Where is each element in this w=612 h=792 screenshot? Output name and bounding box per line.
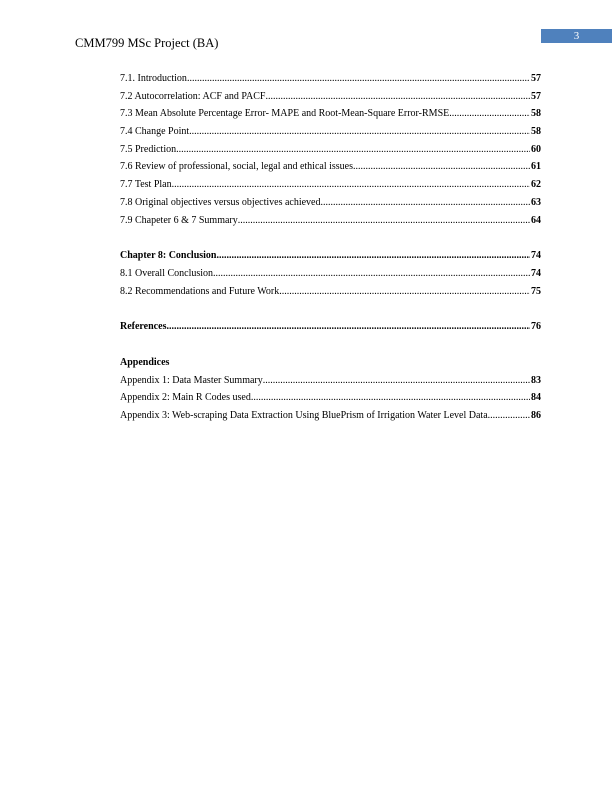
toc-entry-7-7[interactable] (120, 176, 541, 194)
toc-entry-page: 57 (531, 90, 541, 102)
toc-entry-7-6[interactable] (120, 158, 541, 176)
table-of-contents (120, 70, 541, 425)
toc-entry-7-1[interactable] (120, 70, 541, 88)
toc-entry-label: 7.5 Prediction (120, 143, 177, 155)
toc-leader-dots (238, 212, 530, 230)
toc-entry-chapter-8[interactable] (120, 247, 541, 265)
toc-entry-page: 61 (531, 161, 541, 173)
toc-leader-dots (279, 283, 530, 301)
toc-entry-page: 75 (531, 285, 541, 297)
toc-entry-label: Appendix 3: Web-scraping Data Extraction Using BluePrism of Irrigation Water Level Data (120, 410, 488, 421)
toc-entry-7-2[interactable] (120, 88, 541, 106)
toc-entry-label: Appendix 1: Data Master Summary (120, 374, 263, 386)
toc-leader-dots (353, 158, 530, 176)
toc-entry-label: 7.2 Autocorrelation: ACF and PACF (120, 90, 266, 102)
toc-leader-dots (449, 105, 530, 123)
toc-entry-8-2[interactable] (120, 283, 541, 301)
toc-leader-dots (187, 70, 530, 88)
toc-entry-page: 76 (531, 321, 541, 333)
toc-entry-page: 84 (531, 392, 541, 404)
toc-entry-appendix-2[interactable] (120, 389, 541, 407)
toc-entry-label: 8.2 Recommendations and Future Work (120, 285, 280, 297)
toc-entry-7-4[interactable] (120, 123, 541, 141)
toc-entry-appendix-1[interactable] (120, 372, 541, 390)
toc-entry-label: 8.1 Overall Conclusion (120, 267, 214, 279)
toc-entry-page: 58 (531, 108, 541, 120)
toc-entry-label: 7.6 Review of professional, social, legal and ethical issues (120, 161, 353, 173)
toc-leader-dots (189, 123, 530, 141)
toc-leader-dots (488, 407, 530, 425)
toc-entry-page: 86 (531, 410, 541, 421)
appendices-heading: Appendices (120, 356, 170, 368)
toc-spacer (120, 300, 541, 318)
toc-entry-label: Chapter 8: Conclusion (120, 250, 217, 262)
toc-entry-label: Appendix 2: Main R Codes used (120, 392, 251, 404)
toc-entry-label: 7.3 Mean Absolute Percentage Error- MAPE and Root-Mean-Square Error-RMSE (120, 108, 450, 120)
toc-entry-page: 57 (531, 73, 541, 84)
toc-entry-label: References (120, 321, 167, 333)
toc-leader-dots (321, 194, 531, 212)
toc-spacer (120, 229, 541, 247)
toc-entry-7-9[interactable] (120, 212, 541, 230)
toc-entry-8-1[interactable] (120, 265, 541, 283)
toc-entry-page: 74 (531, 267, 541, 279)
toc-entry-appendix-3[interactable] (120, 407, 541, 425)
toc-entry-page: 64 (531, 214, 541, 226)
toc-entry-label: 7.7 Test Plan (120, 179, 172, 191)
document-header-title: CMM799 MSc Project (BA) (75, 36, 219, 50)
toc-leader-dots (166, 318, 530, 336)
toc-leader-dots (265, 88, 530, 106)
toc-entry-7-3[interactable] (120, 105, 541, 123)
toc-leader-dots (172, 176, 530, 194)
toc-entry-7-8[interactable] (120, 194, 541, 212)
toc-entry-references[interactable] (120, 318, 541, 336)
toc-entry-page: 63 (531, 196, 541, 208)
toc-leader-dots (251, 389, 530, 407)
toc-entry-label: 7.8 Original objectives versus objectives achieved (120, 196, 321, 208)
toc-entry-label: 7.4 Change Point (120, 126, 190, 138)
toc-leader-dots (263, 372, 530, 390)
toc-entry-page: 60 (531, 143, 541, 155)
page-number-badge: 3 (541, 29, 612, 43)
toc-spacer (120, 336, 541, 354)
toc-leader-dots (217, 247, 531, 265)
toc-leader-dots (213, 265, 530, 283)
toc-entry-page: 62 (531, 179, 541, 191)
toc-entry-page: 74 (531, 250, 541, 262)
toc-leader-dots (176, 141, 530, 159)
toc-entry-7-5[interactable] (120, 141, 541, 159)
toc-entry-page: 83 (531, 374, 541, 386)
toc-entry-label: 7.1. Introduction (120, 73, 187, 84)
toc-entry-page: 58 (531, 126, 541, 138)
toc-entry-label: 7.9 Chapeter 6 & 7 Summary (120, 214, 238, 226)
